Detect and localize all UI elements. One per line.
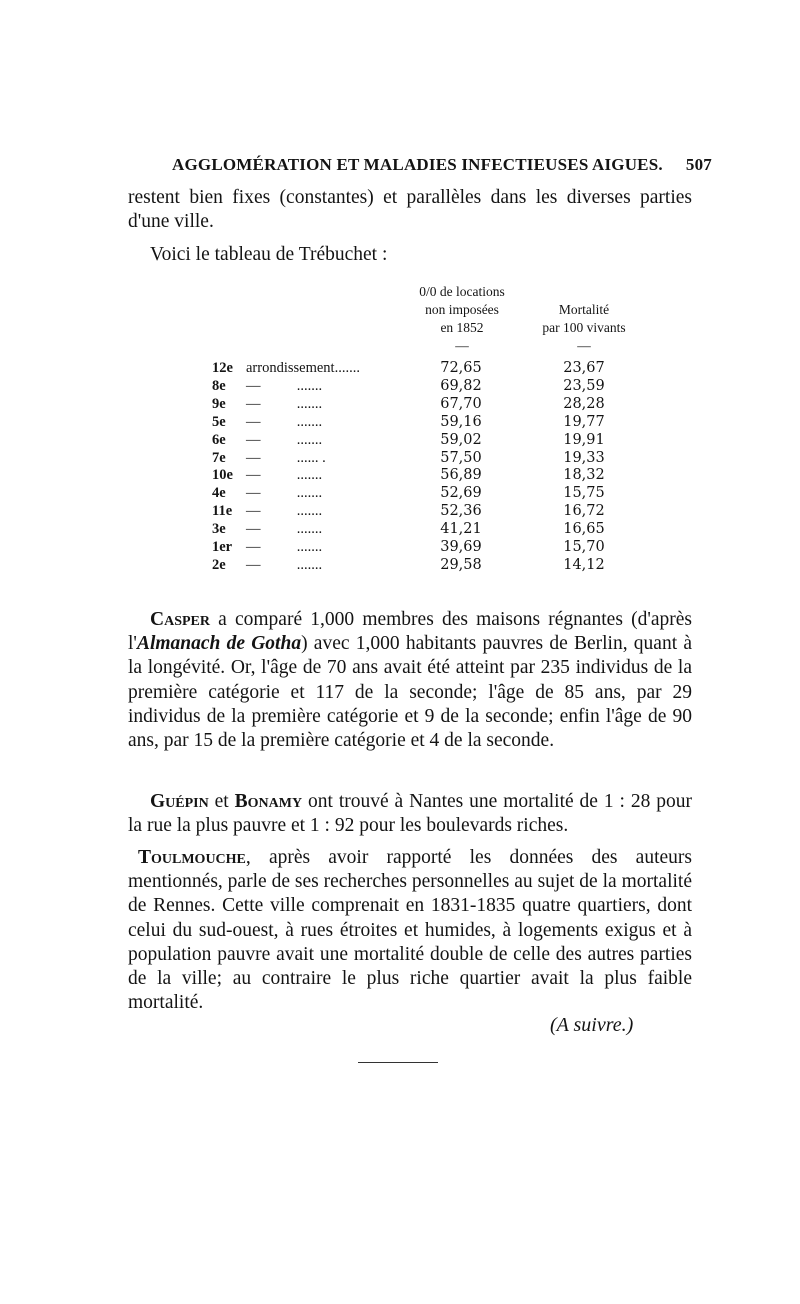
locations-value: 52,69 <box>440 485 482 502</box>
column-header-line: par 100 vivants <box>542 320 626 335</box>
author-name: Guépin <box>150 791 209 812</box>
column-header-locations <box>404 283 520 351</box>
column-header-line: non imposées <box>425 302 499 317</box>
mortality-value: 19,77 <box>563 413 605 430</box>
row-label: — ....... <box>246 556 323 573</box>
table-row <box>212 378 652 396</box>
paragraph-text: et <box>208 791 235 812</box>
paragraph-text: , après avoir rapporté les données des auteurs mentionnés, parle de ses recherches personnelles au sujet de la mortalité de Rennes. Cette ville comprenait en 1831-1835 quatre quartiers, dont celui du sud-ouest, à rues étroites et humides, à logements exigus et à population pauvre avait une mortalité double de celle des autres parties de la ville; au contraire le plus riche quartier avait la plus faible mortalité. <box>128 847 692 1014</box>
mortality-value: 23,67 <box>563 360 605 376</box>
mortality-value: 19,91 <box>563 431 605 448</box>
casper-paragraph <box>128 608 692 753</box>
arrondissement-number: 6e <box>212 431 226 448</box>
locations-value: 52,36 <box>440 503 482 520</box>
row-label: — ....... <box>246 395 323 412</box>
arrondissement-number: 9e <box>212 395 226 412</box>
arrondissement-number: 11e <box>212 503 233 520</box>
mortality-table <box>212 360 652 575</box>
paragraph-text: ) avec 1,000 habitants pauvres de Berlin, quant à la longévité. Or, l'âge de 70 ans avait été atteint par 235 individus de la première catégorie et 117 de la seconde; l'âge de 85 ans, par 29 individus de la première catégorie et 9 de la seconde; enfin l'âge de 90 ans, par 15 de la première catégorie et 4 de la seconde. <box>128 633 692 752</box>
arrondissement-number: 7e <box>212 449 226 466</box>
author-name: Toulmouche <box>138 847 246 868</box>
table-row <box>212 396 652 414</box>
intro-paragraph: restent bien fixes (constantes) et parallèles dans les diverses parties d'une ville. <box>128 187 692 233</box>
book-title: Almanach de Gotha <box>136 633 302 655</box>
arrondissement-number: 10e <box>212 467 233 484</box>
locations-value: 69,82 <box>440 377 482 394</box>
locations-value: 39,69 <box>440 539 482 556</box>
row-label: — ....... <box>246 413 323 430</box>
row-label: — ....... <box>246 503 323 520</box>
row-label: — ....... <box>246 521 323 538</box>
arrondissement-number: 4e <box>212 485 226 502</box>
column-header-mortalite <box>522 301 646 351</box>
locations-value: 56,89 <box>440 467 482 484</box>
mortality-value: 19,33 <box>563 449 605 466</box>
end-rule <box>358 1062 438 1063</box>
mortality-value: 14,12 <box>563 556 605 573</box>
page-number: 507 <box>685 155 712 174</box>
table-row <box>212 503 652 521</box>
arrondissement-number: 2e <box>212 556 226 573</box>
mortality-value: 28,28 <box>563 395 605 412</box>
mortality-value: 15,70 <box>563 539 605 556</box>
paragraph-text: a comparé 1,000 membres des maisons régnantes (d'après l' <box>128 609 692 655</box>
column-header-line: en 1852 <box>440 320 484 335</box>
locations-value: 67,70 <box>440 395 482 412</box>
column-header-line: Mortalité <box>558 302 610 317</box>
row-label: — ....... <box>246 539 323 556</box>
table-row <box>212 521 652 539</box>
row-label: — ....... <box>246 377 323 394</box>
guepin-paragraph <box>128 790 692 838</box>
toulmouche-paragraph <box>128 846 692 1015</box>
arrondissement-number: 5e <box>212 413 226 430</box>
arrondissement-number: 8e <box>212 377 226 394</box>
mortality-value: 18,32 <box>563 467 605 484</box>
continuation-note: (A suivre.) <box>550 1014 634 1036</box>
column-dash: — <box>455 338 469 353</box>
column-dash: — <box>577 338 591 353</box>
column-header-line: 0/0 de locations <box>419 284 505 299</box>
locations-value: 57,50 <box>440 449 482 466</box>
paragraph-text: ont trouvé à Nantes une mortalité de 1 : 28 pour la rue la plus pauvre et 1 : 92 pour les boulevards riches. <box>128 791 693 837</box>
table-row <box>212 539 652 557</box>
arrondissement-number: 1er <box>212 539 233 556</box>
locations-value: 59,02 <box>440 431 482 448</box>
table-row <box>212 450 652 468</box>
table-intro: Voici le tableau de Trébuchet : <box>150 244 388 265</box>
mortality-value: 15,75 <box>563 485 605 502</box>
running-header <box>172 155 712 179</box>
locations-value: 72,65 <box>440 360 482 376</box>
arrondissement-number: 12e <box>212 360 233 376</box>
mortality-value: 23,59 <box>563 377 605 394</box>
row-label: — ...... . <box>246 449 326 466</box>
locations-value: 41,21 <box>440 521 482 538</box>
table-row <box>212 467 652 485</box>
row-label: — ....... <box>246 431 323 448</box>
row-label: — ....... <box>246 485 323 502</box>
table-row <box>212 485 652 503</box>
row-label: — ....... <box>246 467 323 484</box>
locations-value: 59,16 <box>440 413 482 430</box>
row-label: arrondissement....... <box>246 360 360 376</box>
table-row <box>212 414 652 432</box>
running-title: AGGLOMÉRATION ET MALADIES INFECTIEUSES AIGUES. <box>172 155 663 174</box>
table-row <box>212 360 652 378</box>
author-name: Casper <box>150 609 210 630</box>
mortality-value: 16,65 <box>563 521 605 538</box>
table-row <box>212 557 652 575</box>
mortality-value: 16,72 <box>563 503 605 520</box>
locations-value: 29,58 <box>440 556 482 573</box>
arrondissement-number: 3e <box>212 521 226 538</box>
author-name: Bonamy <box>234 791 303 812</box>
table-row <box>212 432 652 450</box>
